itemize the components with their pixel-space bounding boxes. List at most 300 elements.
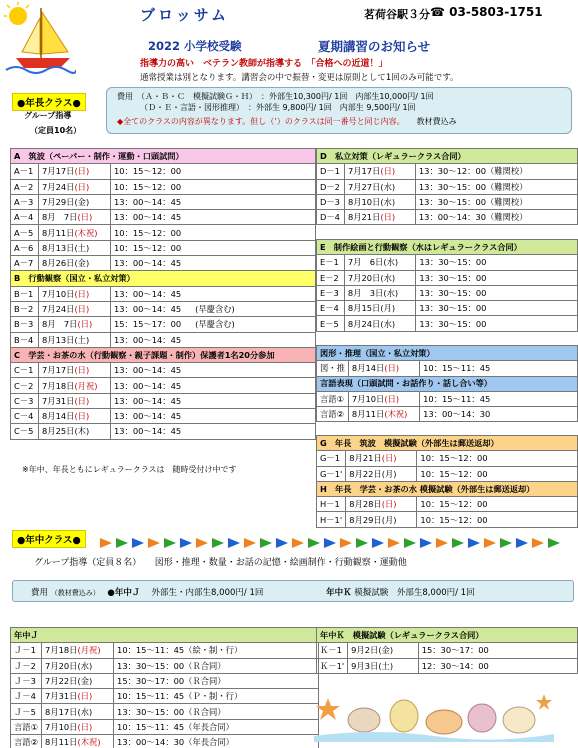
class-code: E－5 [317,316,345,331]
table-j [10,627,319,748]
class-time [417,512,578,527]
class-time [111,194,316,209]
table-row [317,301,578,316]
fee-box [106,87,572,134]
class-code: 言語① [11,719,42,734]
weekday: (日) [74,395,90,406]
fee-material: 教材費込み [416,117,457,126]
side-note: ※年中、年長ともにレギュラークラスは 随時受付け中です [22,465,237,474]
table-row [11,409,316,424]
row-note: (早慶含む) [195,319,235,330]
date-text: 7月20日 [45,660,78,671]
class-time [416,316,578,331]
weekday: (日) [381,499,397,510]
class-code: 言語② [11,735,42,748]
phone-text: 03-5803-1751 [449,5,543,19]
class-code: 言語① [317,391,349,406]
fee2-value: ：外部生 9,800円/ 1回 内部生 9,500円/ 1回 [248,103,416,112]
weekday: (土) [74,242,90,253]
weekday: (月) [380,303,396,314]
arrow-mark [100,538,112,548]
weekday: (日) [380,166,396,177]
time-text: 13：00～14：45 [114,411,182,422]
table-a [10,148,316,440]
class-time [420,391,578,406]
fee-label: 費用 [117,92,133,101]
time-text: 15：30～17：00（Ｒ合同） [117,676,226,687]
class-time [416,270,578,285]
class-time [111,409,316,424]
table-row [11,164,316,179]
table-row [11,363,316,378]
weekday: (月) [381,514,397,525]
weekday: (金) [74,258,90,269]
k-fee-value: 外部生8,000円/ 1回 [396,588,475,598]
class-code: G－1' [317,466,346,481]
class-time [111,378,316,393]
table-header: 年中Ｊ [11,628,319,643]
class-date [42,704,114,719]
table-row [317,179,578,194]
station-text: 茗荷谷駅３分 [364,8,430,21]
arrow-mark [532,538,544,548]
weekday: (日) [74,411,90,422]
date-text: 7月29日 [42,197,75,208]
date-text: 8月25日 [42,426,75,437]
class-code: A－1 [11,164,39,179]
date-text: 7月17日 [42,365,75,376]
arrow-mark [164,538,176,548]
weekday: (日) [74,166,90,177]
arrow-mark [244,538,256,548]
class-code: Ｊ－2 [11,658,42,673]
time-text: 13：30～12：00（難関校） [418,166,528,177]
class-time [416,301,578,316]
class-code: Ｊ－3 [11,673,42,688]
date-text: 7月24日 [42,181,75,192]
time-text: 10：15～12：00 [114,181,182,192]
j-fee-value: 外部生・内部生8,000円/ 1回 [151,588,264,598]
weekday: (水) [383,257,399,268]
time-text: 12：30～14：00 [421,660,489,671]
table-header: 年中Ｋ 模擬試験（レギュラークラス合同） [317,628,578,643]
class-date [348,407,419,422]
arrow-mark [292,538,304,548]
class-code: Ｊ－4 [11,689,42,704]
time-text: 13：00～14：45 [114,334,182,345]
class-time [111,164,316,179]
weekday: (水) [77,660,93,671]
fee-sub: （教材費込み） [50,589,97,597]
date-text: 7月18日 [42,380,75,391]
weekday: (木祝) [384,409,408,420]
table-row [11,735,319,748]
arrow-mark [212,538,224,548]
date-text: 8月29日 [349,514,382,525]
time-text: 10：15～12：00 [114,227,182,238]
date-text: 7月31日 [42,395,75,406]
table-row [317,210,578,225]
table-header: C 学芸・お茶の水（行動観察・親子課題・制作）保護者1名20分参加 [11,347,316,362]
table-row [11,317,316,332]
time-text: 10：15～11：45（年長合同） [117,721,234,732]
table-header: 言語表現（口頭試問・お話作り・話し合い等） [317,376,578,391]
class-date [39,317,111,332]
weekday: (土) [378,660,394,671]
arrow-mark [420,538,432,548]
fee2-classes: （Ｄ・Ｅ・言語・図形推理） [140,103,240,112]
table-row [11,225,316,240]
sailboat-logo [4,2,76,76]
class-date [348,391,419,406]
table-row [317,407,578,422]
time-text: 13：00～14：45 [114,288,182,299]
weekday: (金) [74,197,90,208]
date-text: 8月14日 [351,363,385,374]
fee-label: 費用 [31,588,49,598]
time-text: 10：15～11：45 [423,363,491,374]
date-text: 7月24日 [42,304,75,315]
weekday: (土) [74,334,90,345]
class-code: E－1 [317,255,345,270]
class-time [111,210,316,225]
class-code: A－7 [11,256,39,271]
class-date [348,361,419,376]
table-header: A 筑波（ペーパー・制作・運動・口頭試問） [11,149,316,164]
class-time [114,719,319,734]
class-date [344,285,415,300]
time-text: 13：00～14：30 [423,409,491,420]
arrow-mark [436,538,448,548]
date-text: 8月17日 [45,706,78,717]
class-code: D－2 [317,179,345,194]
weekday: (木祝) [77,737,101,748]
arrow-mark [260,538,272,548]
arrow-mark [148,538,160,548]
class-time [415,179,577,194]
weekday: (日) [74,365,90,376]
class-code: B－4 [11,332,39,347]
time-text: 13：00～14：30（難関校） [418,212,528,223]
time-text: 13：30～15：00（Ｒ合同） [117,660,226,671]
class-date [39,194,111,209]
table-row [317,497,578,512]
time-text: 13：30～15：00 [419,257,487,268]
class-time [111,363,316,378]
time-text: 13：00～14：45 [114,365,182,376]
arrow-mark [548,538,560,548]
time-text: 10：15～12：00 [114,166,182,177]
time-text: 10：15～12：00 [420,453,488,464]
class-code: C－3 [11,393,39,408]
date-text: 8月10日 [347,197,381,208]
arrow-mark [116,538,128,548]
class-date [39,210,111,225]
class-code: A－6 [11,240,39,255]
date-text: 8月21日 [347,212,381,223]
table-row [11,240,316,255]
table-header: G 年長 筑波 模擬試験（外部生は郵送返却） [317,436,578,451]
class-code: B－3 [11,317,39,332]
class-date [344,164,415,179]
weekday: (日) [74,181,90,192]
time-text: 15：15～17：00 [114,319,182,330]
class-date [344,316,415,331]
class-time [416,285,578,300]
weekday: (木) [74,426,90,437]
table-g [316,435,578,528]
date-text: 8月11日 [351,409,385,420]
time-text: 10：15～11：45（Ｐ・制・行） [117,691,243,702]
date-text: 7月 6日 [347,257,384,268]
class-code: A－4 [11,210,39,225]
time-text: 13：00～14：45 [114,258,182,269]
weekday: (日) [384,394,400,405]
table-header: B 行動観察（国立・私立対策） [11,271,316,286]
class-time [417,497,578,512]
arrow-mark [468,538,480,548]
date-text: 8月 3日 [347,288,384,299]
table-row [11,643,319,658]
date-text: 7月10日 [42,288,75,299]
table-row [11,210,316,225]
date-text: 7月10日 [351,394,385,405]
class-date [39,301,111,316]
class-code: Ｊ－5 [11,704,42,719]
arrow-mark [132,538,144,548]
table-header: E 制作絵画と行動観察（水はレギュラークラス合同） [317,240,578,255]
date-text: 8月21日 [349,453,382,464]
weekday: (日) [380,212,396,223]
arrow-mark [404,538,416,548]
arrow-mark [516,538,528,548]
date-text: 8月22日 [349,468,382,479]
table-row [11,179,316,194]
weekday: (日) [381,453,397,464]
date-text: 8月13日 [42,242,75,253]
subtitle-notice: 夏期講習のお知らせ [318,39,431,54]
nencho-class-badge: ●年長クラス● [12,93,86,111]
row-note: (早慶含む) [195,304,235,315]
date-text: 8月14日 [42,411,75,422]
class-code: A－2 [11,179,39,194]
class-time [111,332,316,347]
table-row [11,393,316,408]
table-row [11,378,316,393]
table-k [316,627,578,674]
weekday: (日) [74,304,90,315]
class-date [39,393,111,408]
fee1-value: ：外部生10,300円/ 1回 内部生10,000円/ 1回 [261,92,434,101]
weekday: (水) [383,288,399,299]
class-date [344,210,415,225]
class-time [114,673,319,688]
weekday: (金) [378,645,394,656]
table-row [317,164,578,179]
class-date [42,658,114,673]
class-code: Ｊ－1 [11,643,42,658]
class-time [111,179,316,194]
date-text: 8月15日 [347,303,381,314]
fee1-classes: （Ａ・Ｂ・Ｃ 模擬試験Ｇ・Ｈ） [141,92,253,101]
arrow-mark [324,538,336,548]
class-code: C－1 [11,363,39,378]
class-date [42,719,114,734]
arrow-mark [388,538,400,548]
table-row [11,673,319,688]
date-text: 8月 7日 [42,319,78,330]
table-row [11,658,319,673]
weekday: (月) [381,468,397,479]
time-text: 10：15～12：00 [420,514,488,525]
k-fee-sub: 模擬試験 [354,588,389,598]
class-code: H－1' [317,512,346,527]
class-date [346,512,417,527]
class-time [111,240,316,255]
tagline: 指導力の高い ベテラン教師が指導する 「合格への近道！」 [140,59,388,69]
class-date [346,497,417,512]
arrow-mark [356,538,368,548]
nenchu-description: グループ指導（定員８名） 図形・推理・数量・お話の記憶・絵画制作・行動観察・運動他 [34,558,407,568]
class-date [344,255,415,270]
date-text: 8月24日 [347,318,381,329]
date-text: 7月17日 [347,166,381,177]
class-code: E－3 [317,285,345,300]
class-time [114,704,319,719]
class-date [39,164,111,179]
class-time [417,451,578,466]
date-text: 7月22日 [45,676,78,687]
date-text: 7月17日 [42,166,75,177]
arrow-mark [500,538,512,548]
table-row [11,332,316,347]
class-time [418,643,577,658]
class-time [111,317,316,332]
arrow-mark [180,538,192,548]
time-text: 13：00～14：45 [114,212,182,223]
j-fee-label: ●年中Ｊ [107,588,141,598]
capacity-label: （定員10名） [30,126,82,135]
class-time [111,256,316,271]
fee-note: ◆全てのクラスの内容が異なります。但し（’）のクラスは同一番号と同じ内容。 [117,117,401,126]
weekday: (月祝) [77,645,101,656]
class-time [114,689,319,704]
table-row [11,286,316,301]
notice-line: 通常授業は別となります。講習会の中で振替・変更は原則として1回のみ可能です。 [140,73,459,83]
table-row [11,704,319,719]
arrow-mark [308,538,320,548]
class-date [39,424,111,439]
k-fee-label: 年中Ｋ [326,588,352,598]
class-date [42,673,114,688]
seashell-decoration [314,670,554,742]
class-date [39,409,111,424]
weekday: (水) [380,181,396,192]
arrow-mark [228,538,240,548]
class-code: D－4 [317,210,345,225]
class-time [111,286,316,301]
class-code: C－4 [11,409,39,424]
arrow-mark [452,538,464,548]
class-code: H－1 [317,497,346,512]
arrow-mark [372,538,384,548]
table-row [317,391,578,406]
class-date [42,689,114,704]
time-text: 13：00～14：45 [114,197,182,208]
weekday: (金) [77,676,93,687]
class-code: Ｋ－1' [317,658,348,673]
arrow-mark [276,538,288,548]
class-code: D－3 [317,194,345,209]
nenchu-class-badge: ●年中クラス● [12,530,86,548]
class-time [111,225,316,240]
class-date [39,286,111,301]
table-header: D 私立対策（レギュラークラス合同） [317,149,578,164]
class-code: 図・推 [317,361,349,376]
class-time [114,643,319,658]
class-time [114,658,319,673]
weekday: (水) [380,318,396,329]
class-code: G－1 [317,451,346,466]
table-row [317,466,578,481]
group-label: グループ指導 [24,111,72,120]
date-text: 7月27日 [347,181,381,192]
time-text: 13：00～14：30（年長合同） [117,737,234,748]
class-date [344,301,415,316]
class-date [42,643,114,658]
table-row [11,689,319,704]
weekday: (月祝) [74,380,98,391]
table-row [317,285,578,300]
weekday: (水) [380,197,396,208]
class-date [344,179,415,194]
weekday: (日) [77,691,93,702]
page-title: ブロッサム [140,6,229,24]
date-text: 7月18日 [45,645,78,656]
arrow-mark [340,538,352,548]
arrow-divider [100,538,572,548]
weekday: (日) [77,721,93,732]
class-date [39,256,111,271]
table-row [11,194,316,209]
class-time [415,194,577,209]
table-row [317,316,578,331]
date-text: 7月20日 [347,272,381,283]
class-time [114,735,319,748]
phone-number [430,5,543,19]
table-f [316,345,578,422]
table-header: 図形・推理（国立・私立対策） [317,346,578,361]
class-date [42,735,114,748]
time-text: 13：30～15：00 [419,288,487,299]
class-date [344,270,415,285]
time-text: 13：30～15：00 [419,272,487,283]
time-text: 13：30～15：00 [419,303,487,314]
subtitle-year: 2022 小学校受験 [148,39,242,53]
table-e [316,239,578,332]
weekday: (水) [380,272,396,283]
class-time [111,301,316,316]
class-date [39,363,111,378]
class-time [111,424,316,439]
weekday: (日) [77,212,93,223]
table-row [11,719,319,734]
class-time [415,210,577,225]
table-row [11,256,316,271]
time-text: 13：30～15：00（難関校） [418,197,528,208]
class-time [420,407,578,422]
class-time [415,164,577,179]
